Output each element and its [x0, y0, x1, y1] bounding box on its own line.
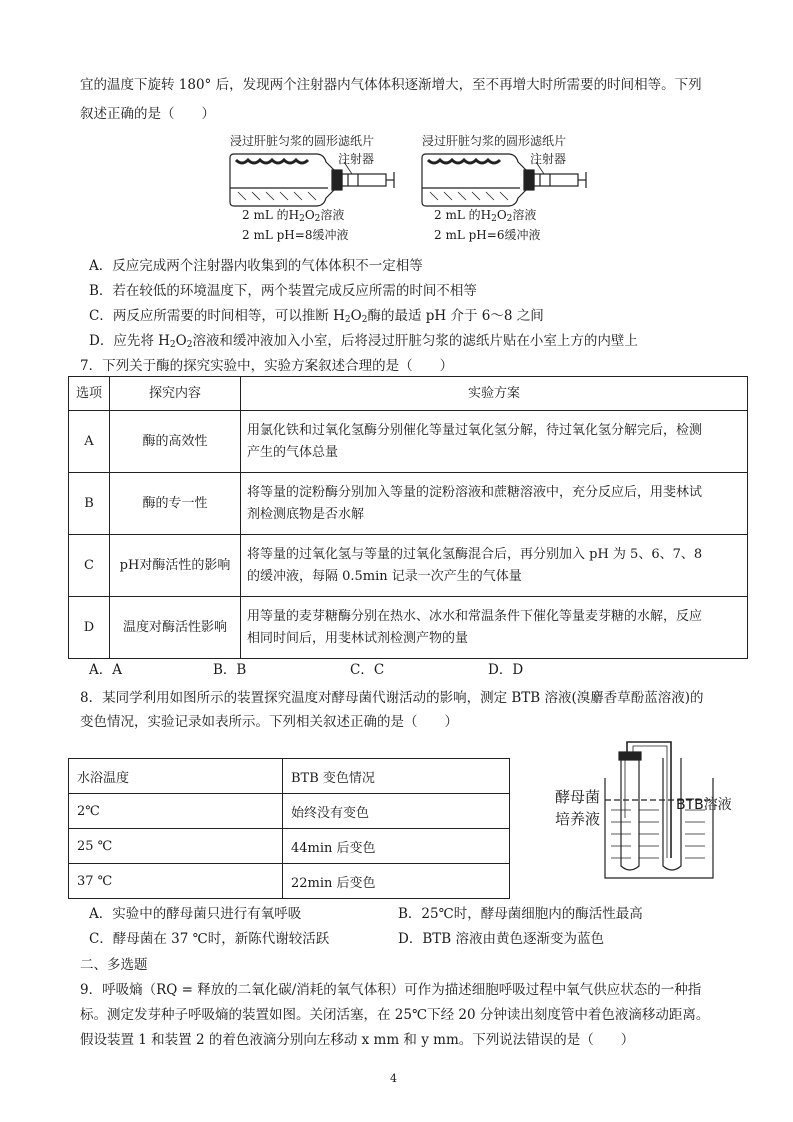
left-solution-label: 2 mL 的$H_2O_2$溶液 — [242, 208, 345, 224]
q7-stem: 7．下列关于酶的探究实验中，实验方案叙述合理的是（ ） — [80, 358, 454, 374]
header-content: 探究内容 — [110, 377, 241, 411]
row-plan: 用等量的麦芽糖酶分别在热水、冰水和常温条件下催化等量麦芽糖的水解，反应 相同时间后，用斐林试剂检测产物的量 — [241, 597, 748, 659]
q6-option-a: A．反应完成两个注射器内收集到的气体体积不一定相等 — [89, 258, 423, 274]
yeast-label-1: 酵母菌 — [555, 788, 601, 806]
header-plan: 实验方案 — [241, 377, 748, 411]
row-option: A — [69, 411, 110, 473]
q6-option-b: B．若在较低的环境温度下，两个装置完成反应所需的时间不相等 — [89, 283, 477, 299]
cell-temp: 25 ℃ — [69, 829, 283, 864]
right-buffer-label: 2 mL pH=6缓冲液 — [434, 228, 541, 242]
cell-temp: 37 ℃ — [69, 864, 283, 899]
q8-option-b: B．25℃时，酵母菌细胞内的酶活性最高 — [398, 906, 643, 922]
q8-stem-1: 8．某同学利用如图所示的装置探究温度对酵母菌代谢活动的影响，测定 BTB 溶液(溴麝香草酚蓝溶液)的 — [80, 690, 704, 706]
q7-answer-a: A．A — [89, 662, 122, 678]
btb-label: BTB溶液 — [676, 797, 732, 813]
table-row — [69, 411, 748, 473]
q7-table — [68, 376, 748, 659]
cell-temp: 2℃ — [69, 794, 283, 829]
intro-line-2: 叙述正确的是（ ） — [80, 106, 215, 122]
q8-option-d: D．BTB 溶液由黄色逐渐变为蓝色 — [398, 931, 604, 947]
row-option: B — [69, 473, 110, 535]
q9-line-3: 假设装置 1 和装置 2 的着色液滴分别向左移动 x mm 和 y mm。下列说法错误的是（ ） — [80, 1032, 635, 1048]
q8-table — [68, 758, 510, 899]
q7-answer-c: C．C — [350, 662, 385, 678]
table-row — [69, 794, 510, 829]
q8-option-c: C．酵母菌在 37 ℃时，新陈代谢较活跃 — [89, 931, 330, 947]
q7-answer-b: B．B — [213, 662, 247, 678]
left-buffer-label: 2 mL pH=8缓冲液 — [242, 228, 349, 242]
row-plan: 将等量的淀粉酶分别加入等量的淀粉溶液和蔗糖溶液中，充分反应后，用斐林试 剂检测底物是否水解 — [241, 473, 748, 535]
q6-option-d: D．应先将 $H_2O_2$溶液和缓冲液加入小室，后将浸过肝脏匀浆的滤纸片贴在小室上方的内壁上 — [89, 333, 638, 350]
header-option: 选项 — [69, 377, 110, 411]
header-color: BTB 变色情况 — [283, 759, 510, 794]
q6-diagram — [228, 130, 588, 245]
table-row — [69, 473, 748, 535]
left-filter-label: 浸过肝脏匀浆的圆形滤纸片 — [230, 134, 375, 148]
right-solution-label: 2 mL 的$H_2O_2$溶液 — [434, 208, 537, 224]
intro-line-1: 宜的温度下旋转 180° 后，发现两个注射器内气体体积逐渐增大，至不再增大时所需要的时间相等。下列 — [80, 77, 702, 93]
table-row — [69, 759, 510, 794]
page-number: 4 — [390, 1072, 397, 1085]
row-plan: 将等量的过氧化氢与等量的过氧化氢酶混合后，再分别加入 pH 为 5、6、7、8 的缓冲液，每隔 0.5min 记录一次产生的气体量 — [241, 535, 748, 597]
row-content: 温度对酶活性影响 — [110, 597, 241, 659]
table-row — [69, 829, 510, 864]
yeast-label-2: 培养液 — [555, 810, 601, 828]
table-row — [69, 597, 748, 659]
table-row — [69, 377, 748, 411]
row-option: D — [69, 597, 110, 659]
table-row — [69, 535, 748, 597]
row-plan: 用氯化铁和过氧化氢酶分别催化等量过氧化氢分解，待过氧化氢分解完后，检测 产生的气体总量 — [241, 411, 748, 473]
table-row — [69, 864, 510, 899]
row-content: pH对酶活性的影响 — [110, 535, 241, 597]
q6-option-c: C．两反应所需要的时间相等，可以推断 $H_2O_2$酶的最适 pH 介于 6～8 之间 — [89, 308, 544, 325]
right-filter-label: 浸过肝脏匀浆的圆形滤纸片 — [422, 134, 567, 148]
cell-color: 44min 后变色 — [283, 829, 510, 864]
row-option: C — [69, 535, 110, 597]
q8-option-a: A．实验中的酵母菌只进行有氧呼吸 — [89, 906, 302, 922]
cell-color: 22min 后变色 — [283, 864, 510, 899]
header-temp: 水浴温度 — [69, 759, 283, 794]
q9-line-2: 标。测定发芽种子呼吸熵的装置如图。关闭活塞，在 25℃下经 20 分钟读出刻度管中着色液滴移动距离。 — [80, 1007, 710, 1023]
q8-stem-2: 变色情况，实验记录如表所示。下列相关叙述正确的是（ ） — [80, 714, 458, 730]
row-content: 酶的高效性 — [110, 411, 241, 473]
cell-color: 始终没有变色 — [283, 794, 510, 829]
section-heading: 二、多选题 — [80, 957, 148, 973]
q8-diagram — [555, 738, 745, 888]
q9-line-1: 9．呼吸熵（RQ = 释放的二氧化碳/消耗的氧气体积）可作为描述细胞呼吸过程中氧气供应状态的一种指 — [80, 982, 702, 998]
row-content: 酶的专一性 — [110, 473, 241, 535]
q7-answer-d: D．D — [488, 662, 524, 678]
right-syringe-label: 注射器 — [530, 152, 567, 166]
left-syringe-label: 注射器 — [338, 152, 375, 166]
